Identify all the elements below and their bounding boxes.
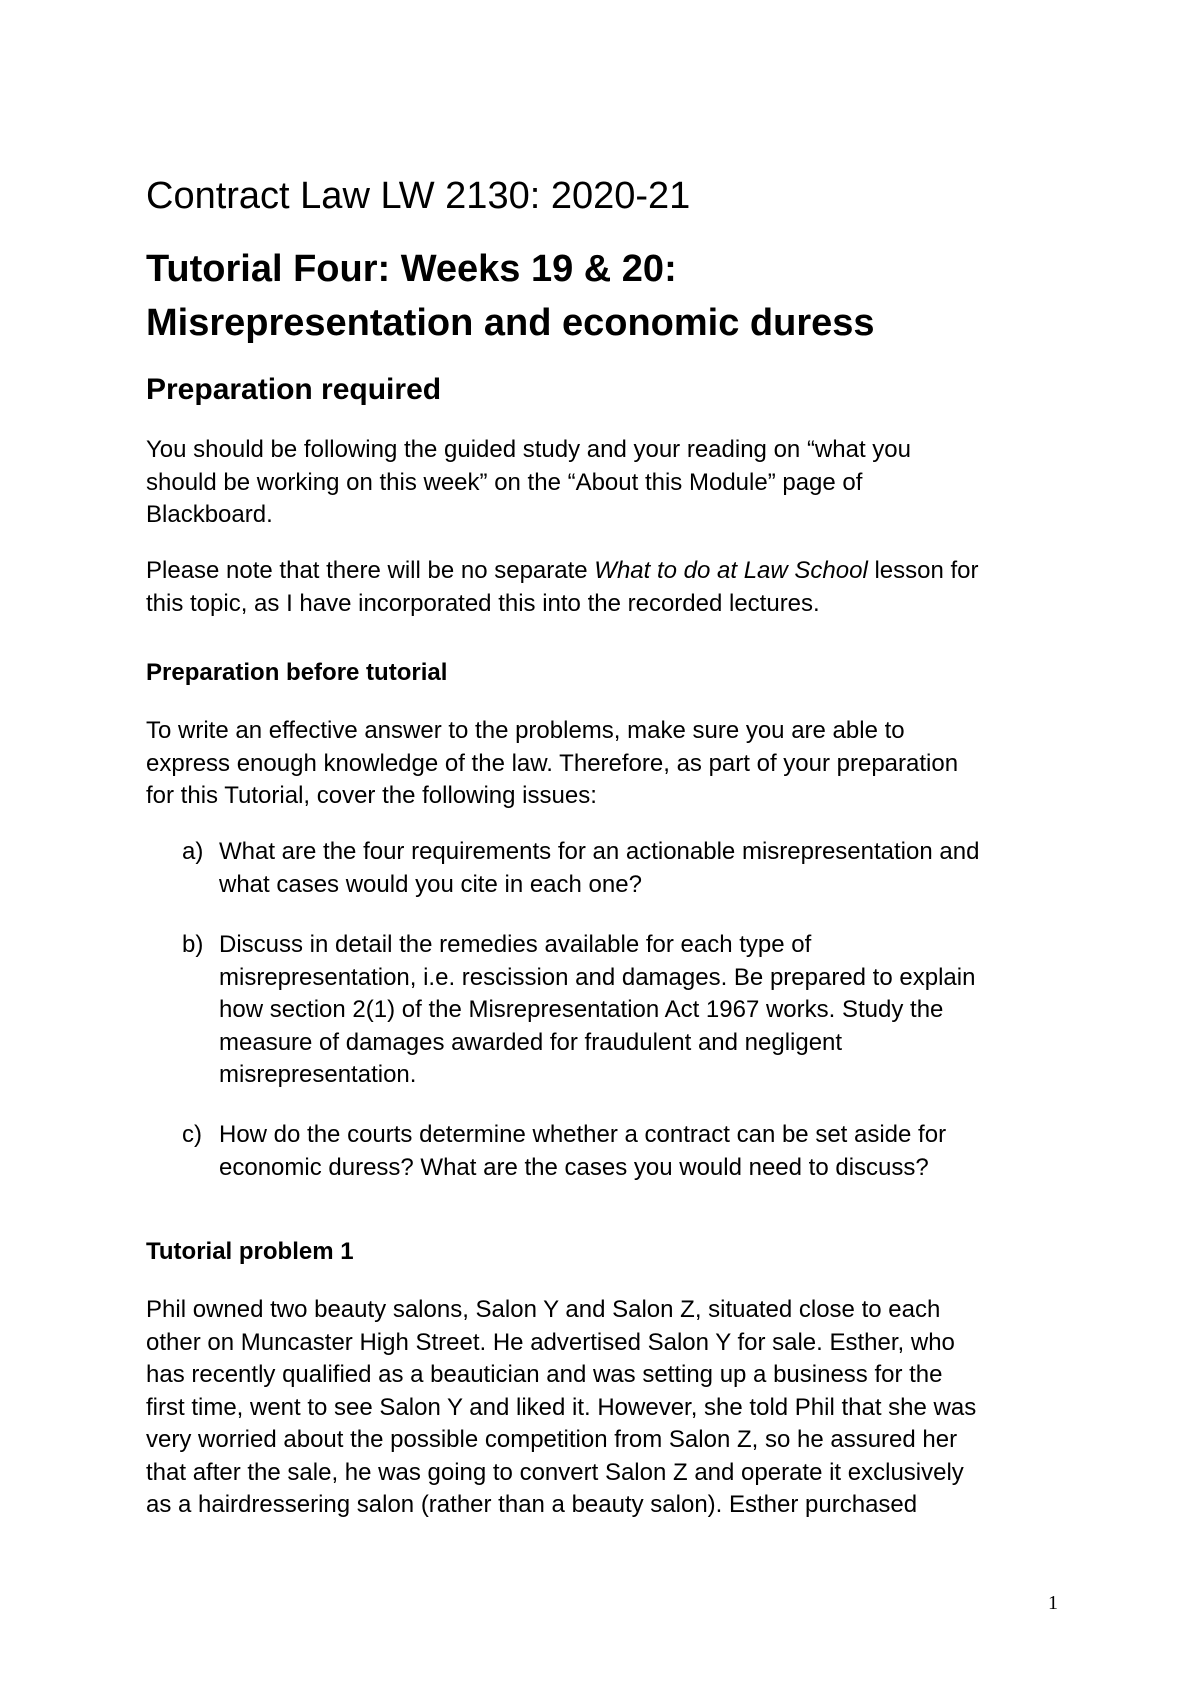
list-line: How do the courts determine whether a contract can be set aside for	[219, 1121, 947, 1148]
document-title: Contract Law LW 2130: 2020-21	[146, 175, 691, 217]
list-line: how section 2(1) of the Misrepresentation Act 1967 works. Study the	[219, 996, 944, 1023]
paragraph-line: other on Muncaster High Street. He advertised Salon Y for sale. Esther, who	[146, 1328, 955, 1356]
list-marker: c)	[182, 1121, 202, 1148]
list-item-text	[219, 836, 1079, 901]
paragraph-guided-study	[146, 434, 1076, 532]
paragraph-line: this topic, as I have incorporated this into the recorded lectures.	[146, 589, 820, 617]
italic-title: What to do at Law School	[594, 557, 868, 584]
list-line: economic duress? What are the cases you would need to discuss?	[219, 1153, 929, 1181]
paragraph-line: To write an effective answer to the problems, make sure you are able to	[146, 717, 905, 744]
subtitle-line: Misrepresentation and economic duress	[146, 302, 875, 344]
list-line: misrepresentation.	[219, 1061, 417, 1088]
heading-tutorial-problem-1: Tutorial problem 1	[146, 1238, 354, 1265]
list-line: What are the four requirements for an actionable misrepresentation and	[219, 838, 980, 865]
paragraph-line: very worried about the possible competition from Salon Z, so he assured her	[146, 1426, 958, 1453]
paragraph-tutorial-problem-1	[146, 1294, 1076, 1522]
paragraph-law-school-note	[146, 555, 1076, 620]
paragraph-line: first time, went to see Salon Y and liked it. However, she told Phil that she was	[146, 1393, 977, 1421]
paragraph-line: Blackboard.	[146, 501, 273, 528]
list-marker: b)	[182, 931, 204, 958]
list-marker: a)	[182, 838, 204, 865]
paragraph-line: Phil owned two beauty salons, Salon Y and Salon Z, situated close to each	[146, 1296, 941, 1323]
paragraph-line: You should be following the guided study and your reading on “what you	[146, 436, 911, 463]
text-run: Please note that there will be no separate	[146, 557, 595, 584]
heading-preparation-before-tutorial: Preparation before tutorial	[146, 659, 448, 686]
paragraph-line: that after the sale, he was going to convert Salon Z and operate it exclusively	[146, 1458, 964, 1486]
paragraph-intro	[146, 715, 1076, 813]
list-line: Discuss in detail the remedies available for each type of	[219, 931, 812, 958]
tutorial-subtitle	[146, 242, 1076, 350]
list-line: measure of damages awarded for fraudulent and negligent	[219, 1028, 843, 1056]
paragraph-line	[146, 555, 1076, 588]
paragraph-line: for this Tutorial, cover the following issues:	[146, 782, 597, 809]
list-line: what cases would you cite in each one?	[219, 870, 642, 898]
list-line: misrepresentation, i.e. rescission and damages. Be prepared to explain	[219, 963, 976, 991]
heading-preparation-required: Preparation required	[146, 373, 442, 406]
text-run: lesson for	[867, 557, 979, 584]
page-number: 1	[1048, 1592, 1058, 1614]
paragraph-line: should be working on this week” on the “About this Module” page of	[146, 468, 863, 496]
subtitle-line: Tutorial Four: Weeks 19 & 20:	[146, 248, 677, 290]
list-item-text	[219, 1119, 1079, 1184]
paragraph-line: express enough knowledge of the law. Therefore, as part of your preparation	[146, 749, 959, 777]
list-item-text	[219, 929, 1079, 1092]
paragraph-line: as a hairdressering salon (rather than a beauty salon). Esther purchased	[146, 1491, 918, 1518]
paragraph-line: has recently qualified as a beautician and was setting up a business for the	[146, 1361, 943, 1388]
